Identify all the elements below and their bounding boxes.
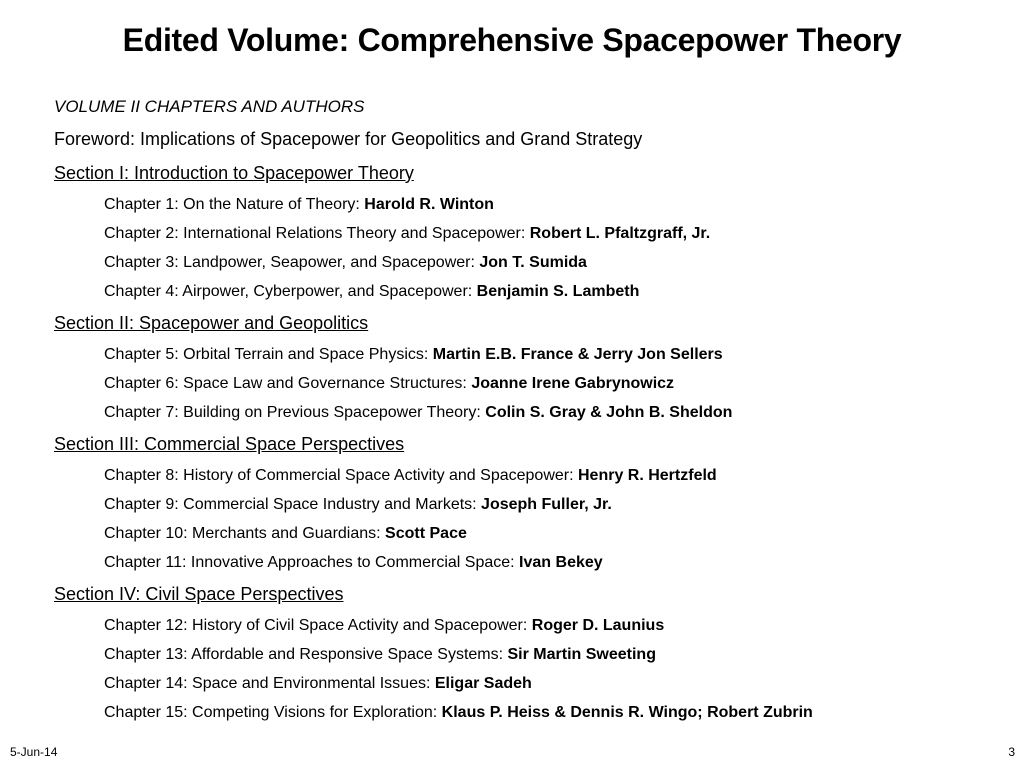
chapter-author: Eligar Sadeh xyxy=(434,675,532,692)
chapter-line xyxy=(54,461,1004,490)
chapter-line xyxy=(54,698,1004,727)
volume-subtitle: VOLUME II CHAPTERS AND AUTHORS xyxy=(54,97,365,116)
chapter-line xyxy=(54,640,1004,669)
foreword-line: Foreword: Implications of Spacepower for Geopolitics and Grand Strategy xyxy=(54,129,643,149)
slide-content xyxy=(54,92,1004,727)
chapter-title: Chapter 2: International Relations Theory and Spacepower: xyxy=(104,225,530,242)
chapter-line xyxy=(54,248,1004,277)
chapter-title: Chapter 13: Affordable and Responsive Space Systems: xyxy=(104,646,508,663)
chapter-title: Chapter 9: Commercial Space Industry and Markets: xyxy=(104,496,482,513)
section-heading: Section I: Introduction to Spacepower Theory xyxy=(54,163,414,183)
chapter-title: Chapter 5: Orbital Terrain and Space Physics: xyxy=(104,346,433,363)
chapter-author: Colin S. Gray & John B. Sheldon xyxy=(485,404,733,421)
chapter-line xyxy=(54,277,1004,306)
chapter-title: Chapter 6: Space Law and Governance Structures: xyxy=(104,375,472,392)
chapter-line xyxy=(54,190,1004,219)
chapter-author: Harold R. Winton xyxy=(364,196,494,213)
chapter-title: Chapter 8: History of Commercial Space Activity and Spacepower: xyxy=(104,467,578,484)
chapter-line xyxy=(54,219,1004,248)
chapter-author: Joanne Irene Gabrynowicz xyxy=(471,375,675,392)
chapter-line xyxy=(54,669,1004,698)
chapter-author: Jon T. Sumida xyxy=(479,254,587,271)
chapter-title: Chapter 14: Space and Environmental Issues: xyxy=(104,675,435,692)
chapter-author: Henry R. Hertzfeld xyxy=(577,467,717,484)
chapter-line xyxy=(54,490,1004,519)
chapter-line xyxy=(54,611,1004,640)
chapter-line xyxy=(54,519,1004,548)
chapter-title: Chapter 3: Landpower, Seapower, and Spacepower: xyxy=(104,254,480,271)
chapter-author: Joseph Fuller, Jr. xyxy=(481,496,612,513)
chapter-line xyxy=(54,369,1004,398)
chapter-author: Klaus P. Heiss & Dennis R. Wingo; Robert Zubrin xyxy=(441,704,813,721)
chapter-title: Chapter 1: On the Nature of Theory: xyxy=(104,196,365,213)
slide-title: Edited Volume: Comprehensive Spacepower Theory xyxy=(122,22,902,58)
chapter-author: Ivan Bekey xyxy=(519,554,603,571)
chapter-author: Scott Pace xyxy=(385,525,467,542)
chapter-title: Chapter 11: Innovative Approaches to Commercial Space: xyxy=(104,554,520,571)
page-number: 3 xyxy=(1008,745,1015,759)
chapter-title: Chapter 7: Building on Previous Spacepower Theory: xyxy=(104,404,486,421)
chapter-title: Chapter 15: Competing Visions for Exploration: xyxy=(104,704,442,721)
chapter-title: Chapter 10: Merchants and Guardians: xyxy=(104,525,386,542)
section-heading: Section III: Commercial Space Perspectives xyxy=(54,434,405,454)
section-heading: Section II: Spacepower and Geopolitics xyxy=(54,313,369,333)
chapter-line xyxy=(54,398,1004,427)
footer-date: 5-Jun-14 xyxy=(10,745,58,759)
chapter-author: Roger D. Launius xyxy=(531,617,665,634)
chapter-author: Martin E.B. France & Jerry Jon Sellers xyxy=(432,346,723,363)
chapter-author: Robert L. Pfaltzgraff, Jr. xyxy=(529,225,711,242)
chapter-title: Chapter 12: History of Civil Space Activity and Spacepower: xyxy=(104,617,532,634)
chapter-author: Benjamin S. Lambeth xyxy=(476,283,640,300)
chapter-title: Chapter 4: Airpower, Cyberpower, and Spacepower: xyxy=(104,283,477,300)
chapter-line xyxy=(54,548,1004,577)
chapter-line xyxy=(54,340,1004,369)
chapter-author: Sir Martin Sweeting xyxy=(507,646,656,663)
section-heading: Section IV: Civil Space Perspectives xyxy=(54,584,344,604)
